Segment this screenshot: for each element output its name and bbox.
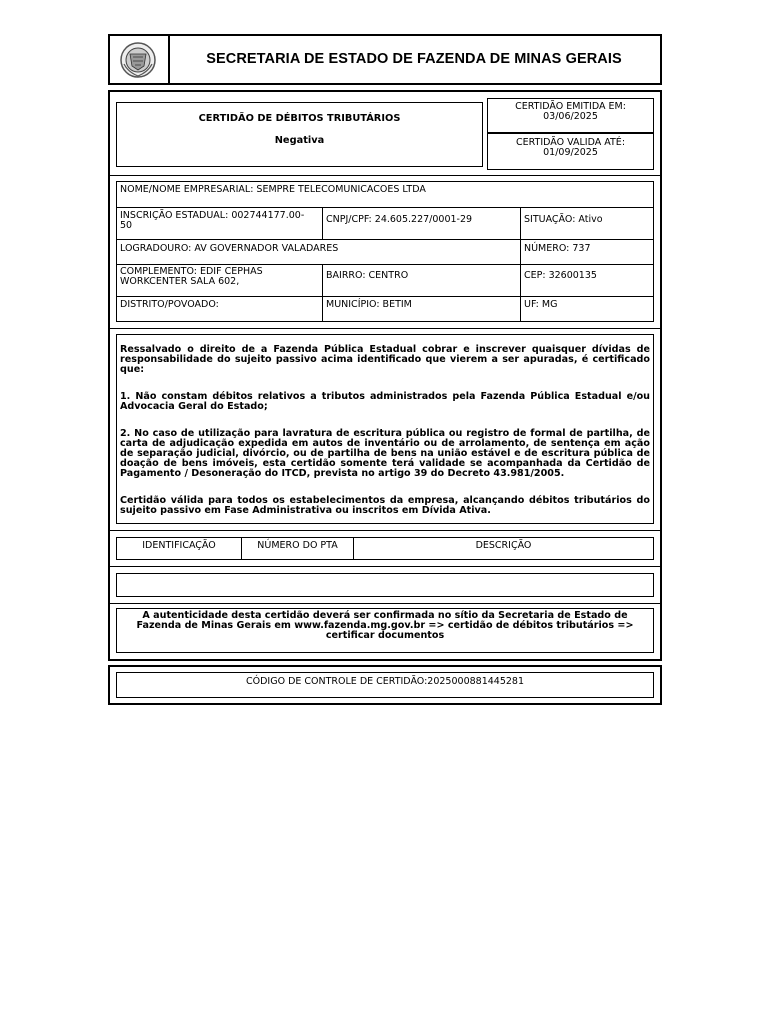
validity-paragraph: Certidão válida para todos os estabelecimentos da empresa, alcançando débitos tributários do sujeito passivo em Fase Administrativa ou inscritos em Dívida Ativa. <box>120 495 650 516</box>
authenticity-line2: Fazenda de Minas Gerais em www.fazenda.mg.gov.br => certidão de débitos tributários => <box>136 620 634 631</box>
intro-paragraph: Ressalvado o direito de a Fazenda Pública Estadual cobrar e inscrever quaisquer dívidas de responsabilidade do sujeito passivo acima identificado que vierem a ser apuradas, é certificado que: <box>120 344 650 375</box>
certificate-title-box <box>116 102 483 167</box>
valid-date: 01/09/2025 <box>543 147 598 158</box>
control-code: CÓDIGO DE CONTROLE DE CERTIDÃO:2025000881445281 <box>116 672 654 698</box>
situation: SITUAÇÃO: Ativo <box>520 207 654 240</box>
street: LOGRADOURO: AV GOVERNADOR VALADARES <box>116 239 521 265</box>
column-identification: IDENTIFICAÇÃO <box>116 537 242 560</box>
issued-label: CERTIDÃO EMITIDA EM: <box>515 101 626 112</box>
issued-date: 03/06/2025 <box>543 111 598 122</box>
certificate-title: CERTIDÃO DE DÉBITOS TRIBUTÁRIOS <box>198 113 401 124</box>
empty-table-row <box>116 573 654 597</box>
district: DISTRITO/POVOADO: <box>116 296 323 322</box>
issued-box <box>487 98 654 133</box>
certificate-status: Negativa <box>274 135 325 146</box>
authenticity-line1: A autenticidade desta certidão deverá ser confirmada no sítio da Secretaria de Estado de <box>142 610 628 621</box>
complement <box>116 264 323 297</box>
column-description: DESCRIÇÃO <box>353 537 654 560</box>
section-divider <box>109 566 661 567</box>
section-divider <box>109 328 661 329</box>
state-registration-line1: INSCRIÇÃO ESTADUAL: 002744177.00- <box>120 210 305 221</box>
taxpayer-name: NOME/NOME EMPRESARIAL: SEMPRE TELECOMUNICACOES LTDA <box>116 181 654 208</box>
cnpj: CNPJ/CPF: 24.605.227/0001-29 <box>322 207 521 240</box>
page-title: SECRETARIA DE ESTADO DE FAZENDA DE MINAS GERAIS <box>206 51 622 67</box>
state-registration-line2: 50 <box>120 220 133 231</box>
certification-text-box <box>116 334 654 524</box>
valid-label: CERTIDÃO VALIDA ATÉ: <box>515 137 626 148</box>
neighborhood: BAIRRO: CENTRO <box>322 264 521 297</box>
state-registration <box>116 207 323 240</box>
item-1-paragraph: 1. Não constam débitos relativos a tributos administrados pela Fazenda Pública Estadual e/ou Advocacia Geral do Estado; <box>120 391 650 412</box>
authenticity-notice <box>116 608 654 653</box>
state: UF: MG <box>520 296 654 322</box>
municipality: MUNICÍPIO: BETIM <box>322 296 521 322</box>
street-number: NÚMERO: 737 <box>520 239 654 265</box>
coat-of-arms-logo <box>118 40 158 80</box>
section-divider <box>109 530 661 531</box>
section-divider <box>109 175 661 176</box>
complement-line2: WORKCENTER SALA 602, <box>120 276 240 287</box>
section-divider <box>109 603 661 604</box>
valid-box <box>487 133 654 170</box>
zip-code: CEP: 32600135 <box>520 264 654 297</box>
authenticity-line3: certificar documentos <box>325 630 445 641</box>
column-pta-number: NÚMERO DO PTA <box>241 537 354 560</box>
item-2-paragraph: 2. No caso de utilização para lavratura de escritura pública ou registro de formal de partilha, de carta de adjudicação expedida em autos de inventário ou de arrolamento, de sentença em ação de separação judicial, divórcio, ou de partilha de bens na união estável e de escritura pública de doação de bens imóveis, esta certidão somente terá validade se acompanhada da Certidão de Pagamento / Desoneração do ITCD, prevista no artigo 39 do Decreto 43.981/2005. <box>120 428 650 479</box>
complement-line1: COMPLEMENTO: EDIF CEPHAS <box>120 266 263 277</box>
